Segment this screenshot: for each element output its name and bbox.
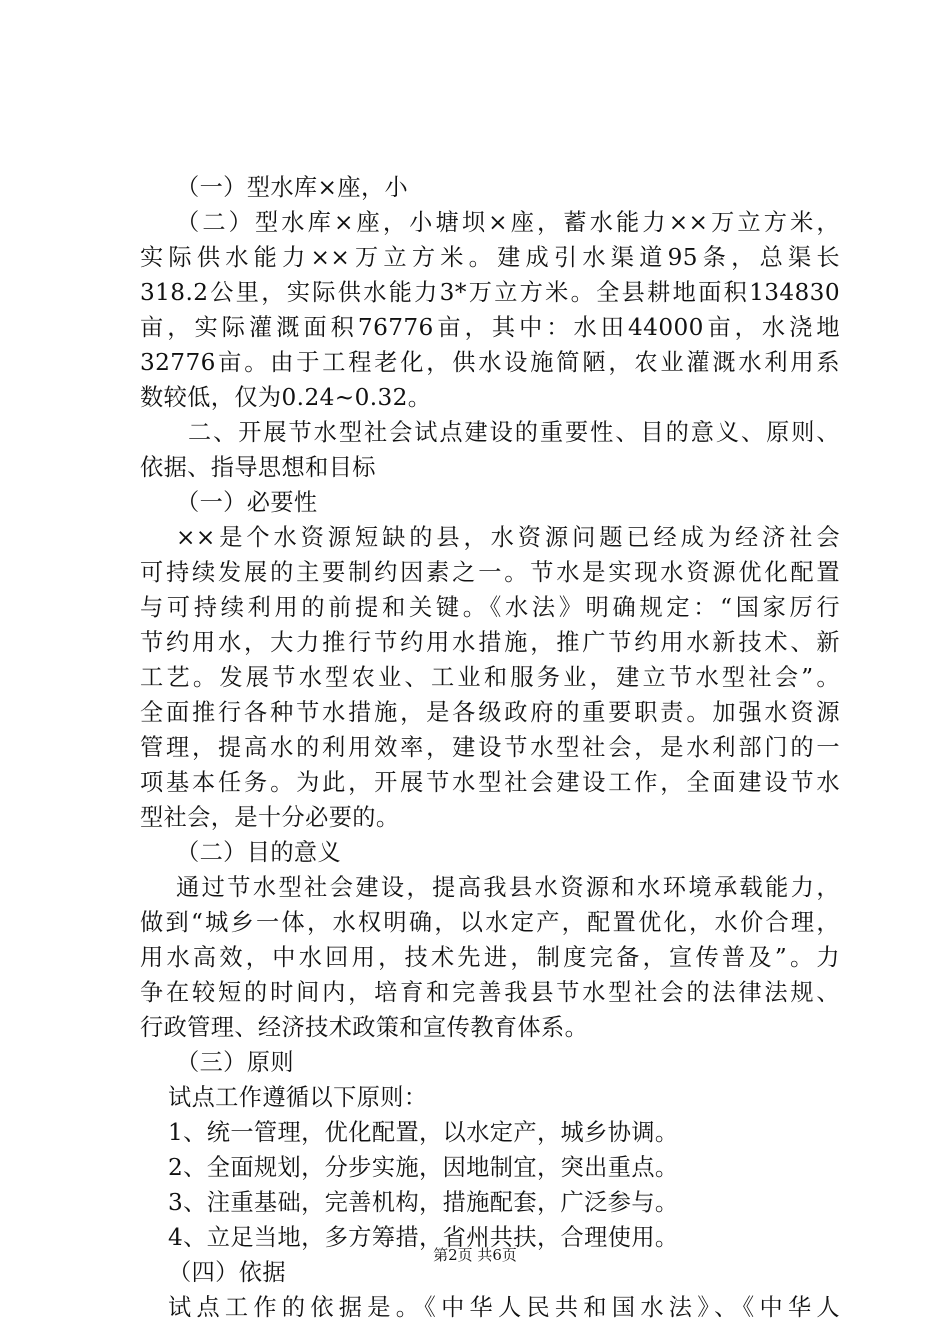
text-line: 试点工作的依据是。《中华人民共和国水法》、《中华人 xyxy=(168,1294,840,1321)
text-line: （一）型水库×座，小 xyxy=(176,174,409,201)
text-line: 32776亩。由于工程老化，供水设施简陋，农业灌溉水利用系 xyxy=(140,349,840,376)
text-line: ××是个水资源短缺的县，水资源问题已经成为经济社会 xyxy=(176,524,840,551)
text-line: 行政管理、经济技术政策和宣传教育体系。 xyxy=(140,1014,589,1041)
text-line: 用水高效，中水回用，技术先进，制度完备，宣传普及”。力 xyxy=(140,944,840,971)
principle-item: 3、注重基础，完善机构，措施配套，广泛参与。 xyxy=(168,1189,679,1216)
text-line: 型社会，是十分必要的。 xyxy=(140,804,400,831)
section-heading-continued: 依据、指导思想和目标 xyxy=(140,454,376,481)
text-line: 亩，实际灌溉面积76776亩，其中：水田44000亩，水浇地 xyxy=(140,314,840,341)
text-line: 做到“城乡一体，水权明确，以水定产，配置优化，水价合理， xyxy=(140,909,840,936)
text-line: （二）型水库×座，小塘坝×座，蓄水能力××万立方米， xyxy=(176,209,840,236)
subsection-heading: （三）原则 xyxy=(176,1049,294,1076)
principle-item: 4、立足当地，多方筹措，省州共扶，合理使用。 xyxy=(168,1224,679,1251)
text-line: 项基本任务。为此，开展节水型社会建设工作，全面建设节水 xyxy=(140,769,840,796)
text-line: 通过节水型社会建设，提高我县水资源和水环境承载能力， xyxy=(176,874,840,901)
text-line: 全面推行各种节水措施，是各级政府的重要职责。加强水资源 xyxy=(140,699,840,726)
text-line: 可持续发展的主要制约因素之一。节水是实现水资源优化配置 xyxy=(140,559,840,586)
text-line: 争在较短的时间内，培育和完善我县节水型社会的法律法规、 xyxy=(140,979,840,1006)
document-body xyxy=(140,170,840,1325)
principle-item: 1、统一管理，优化配置，以水定产，城乡协调。 xyxy=(168,1119,679,1146)
subsection-heading: （四）依据 xyxy=(168,1259,286,1286)
subsection-heading: （二）目的意义 xyxy=(176,839,342,866)
text-line: 试点工作遵循以下原则： xyxy=(168,1084,428,1111)
page-number-footer: 第2页 共6页 xyxy=(433,1246,517,1264)
section-heading: 二、开展节水型社会试点建设的重要性、目的意义、原则、 xyxy=(188,419,840,446)
text-line: 管理，提高水的利用效率，建设节水型社会，是水利部门的一 xyxy=(140,734,840,761)
text-line: 数较低，仅为0.24~0.32。 xyxy=(140,384,432,411)
subsection-heading: （一）必要性 xyxy=(176,489,318,516)
text-line: 与可持续利用的前提和关键。《水法》明确规定：“国家厉行 xyxy=(140,594,840,621)
text-line: 实际供水能力××万立方米。建成引水渠道95条，总渠长 xyxy=(140,244,840,271)
principle-item: 2、全面规划，分步实施，因地制宜，突出重点。 xyxy=(168,1154,679,1181)
text-line: 318.2公里，实际供水能力3*万立方米。全县耕地面积134830 xyxy=(140,279,840,306)
text-line: 工艺。发展节水型农业、工业和服务业，建立节水型社会”。 xyxy=(140,664,840,691)
text-line: 节约用水，大力推行节约用水措施，推广节约用水新技术、新 xyxy=(140,629,840,656)
